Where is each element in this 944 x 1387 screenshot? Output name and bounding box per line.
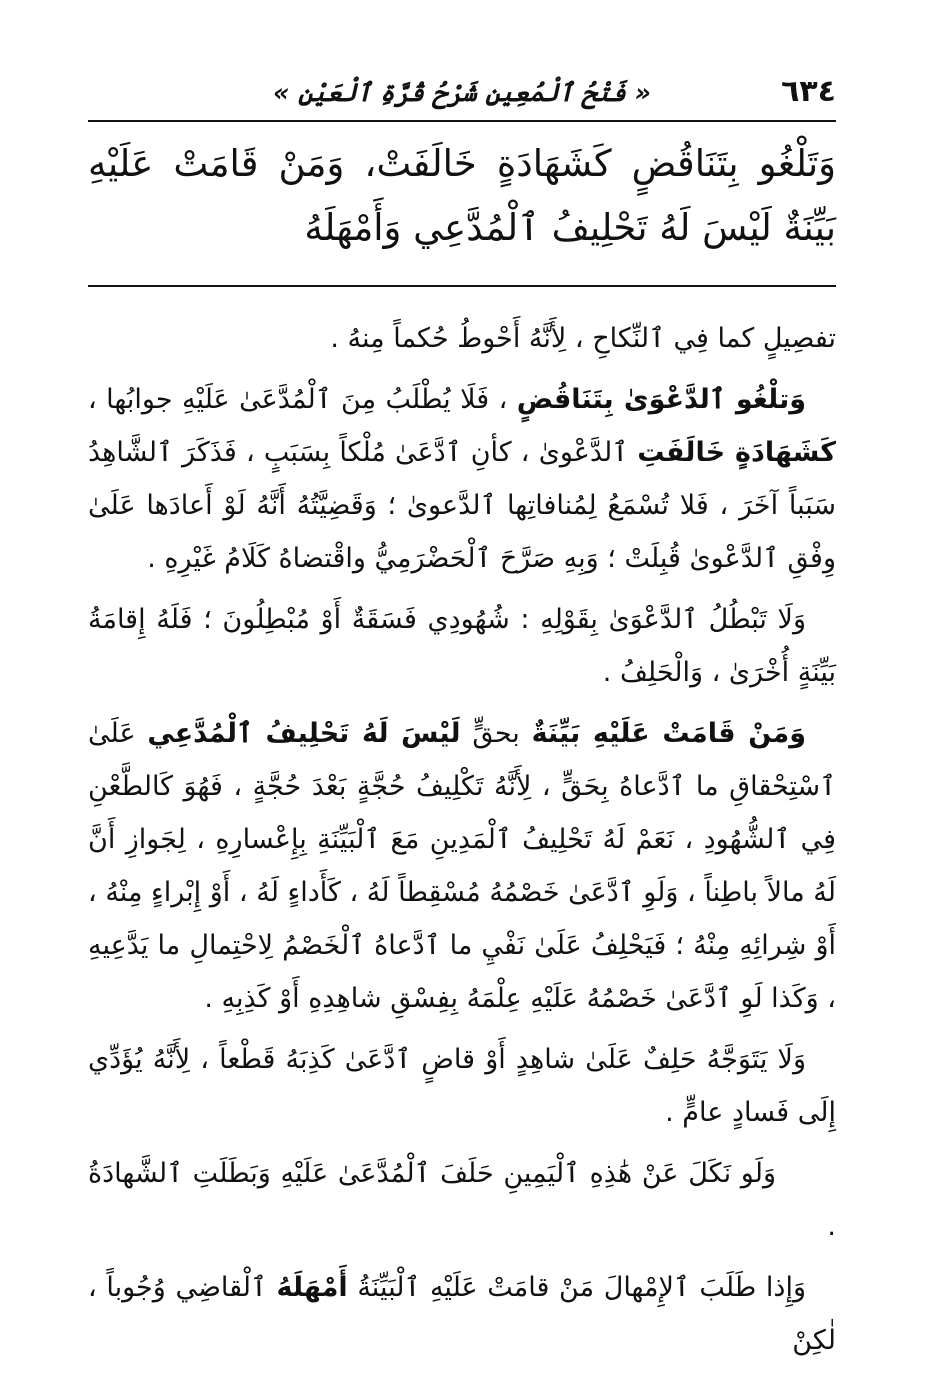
text-segment: تفصِيلٍ كما فِي ٱلنِّكاحِ ، لِأَنَّهُ أَحْوطُ حُكماً مِنهُ . <box>330 323 836 354</box>
page-number: ٦٣٤ <box>781 74 836 109</box>
text-segment: ٱلدَّعْوىٰ ، كأنِ ٱدَّعَىٰ مُلْكاً بِسَبَبٍ ، فَذَكَرَ ٱلشَّاهِدُ سَبَباً آخَرَ ، فَلا تُسْمَعُ لِمُنافاتِها ٱلدَّعوىٰ ؛ وَقَضِيَّتُهُ أَنَّهُ لَوْ أَعادَها عَلَىٰ وِفْقِ ٱلدَّعْوىٰ قُبِلَتْ ؛ وَبِهِ صَرَّحَ ٱلْحَضْرَمِيُّ واقْتضاهُ كَلَامُ غَيْرِهِ . <box>88 437 836 574</box>
paragraph <box>88 373 836 585</box>
matn-separator-rule <box>88 285 836 287</box>
text-segment: وَلَو نَكَلَ عَنْ هَٰذِهِ ٱلْيَمِينِ حَلَفَ ٱلْمُدَّعَىٰ عَلَيْهِ وَبَطَلَتِ ٱلشَّهادَةُ . <box>88 1158 836 1242</box>
text-segment: بحقٍّ <box>460 718 532 749</box>
text-segment: وَلَا تَبْطُلُ ٱلدَّعْوَىٰ بِقَوْلِهِ : شُهُودِي فَسَقَةٌ أَوْ مُبْطِلُونَ ؛ فَلَهُ إِقامَةُ بَيِّنَةٍ أُخْرَىٰ ، وَالْحَلِفُ . <box>88 604 836 688</box>
page-header <box>88 70 836 120</box>
matn-quote: كَشَهَادَةٍ خَالَفَتِ <box>637 437 836 468</box>
text-segment: ٱلْقاضِي وُجُوباً ، لٰكِنْ <box>88 1272 836 1356</box>
matn-quote: وَتلْغُو ٱلدَّعْوَىٰ بِتَنَاقُضٍ <box>516 384 806 415</box>
paragraph <box>88 593 836 699</box>
paragraph <box>88 1033 836 1139</box>
matn-quote: لَيْسَ لَهُ تَحْلِيفُ ٱلْمُدَّعِي <box>147 718 461 749</box>
text-segment: وَإِذا طَلَبَ ٱلإِمْهالَ مَنْ قامَتْ عَلَيْهِ ٱلْبَيِّنَةُ <box>347 1272 806 1303</box>
text-segment: عَلَىٰ ٱسْتِحْقاقِ ما ٱدَّعاهُ بِحَقٍّ ، لِأَنَّهُ تَكْلِيفُ حُجَّةٍ بَعْدَ حُجَّةٍ ، فَهُوَ كَالطَّعْنِ فِي ٱلشُّهُودِ ، نَعَمْ لَهُ تَحْلِيفُ ٱلْمَدِينِ مَعَ ٱلْبَيِّنَةِ بِإِعْسارِهِ ، لِجَوازِ أَنَّ لَهُ مالاً باطِناً ، وَلَوِ ٱدَّعَىٰ خَصْمُهُ مُسْقِطاً لَهُ ، كَأَداءٍ لَهُ ، أَوْ إِبْراءٍ مِنْهُ ، أَوْ شِرائِهِ مِنْهُ ؛ فَيَحْلِفُ عَلَىٰ نَفْيِ ما ٱدَّعاهُ ٱلْخَصْمُ لِاحْتِمالِ ما يَدَّعِيهِ ، وَكَذا لَوِ ٱدَّعَىٰ خَصْمُهُ عَلَيْهِ عِلْمَهُ بِفِسْقِ شاهِدِهِ أَوْ كَذِبِهِ . <box>88 718 836 1014</box>
text-segment: ، فَلَا يُطْلَبُ مِنَ ٱلْمُدَّعَىٰ عَلَيْهِ جوابُها ، <box>88 384 517 415</box>
matn-quote: وَمَنْ قَامَتْ عَلَيْهِ بَيِّنَةٌ <box>531 718 806 749</box>
paragraph <box>88 1261 836 1367</box>
matn-text: وَتَلْغُو بِتَنَاقُضٍ كَشَهَادَةٍ خَالَفَتْ، وَمَنْ قَامَتْ عَلَيْهِ بَيِّنَةٌ لَيْسَ لَهُ تَحْلِيفُ ٱلْمُدَّعِي وَأَمْهَلَهُ <box>88 142 836 249</box>
paragraph <box>88 1147 836 1253</box>
matn-quote: أَمْهَلَهُ <box>276 1272 348 1303</box>
paragraph <box>88 707 836 1025</box>
commentary-body <box>88 312 836 1375</box>
running-title: « فَتْحُ ٱلْمُعِينِ شَرْحُ قُرَّةِ ٱلْعَيْنِ » <box>273 78 651 107</box>
header-rule <box>88 120 836 122</box>
text-segment: وَلَا يَتَوَجَّهُ حَلِفٌ عَلَىٰ شاهِدٍ أَوْ قاضٍ ٱدَّعَىٰ كَذِبَهُ قَطْعاً ، لِأَنَّهُ يُؤَدِّي إِلَى فَسادٍ عامٍّ . <box>88 1044 836 1128</box>
paragraph <box>88 312 836 365</box>
